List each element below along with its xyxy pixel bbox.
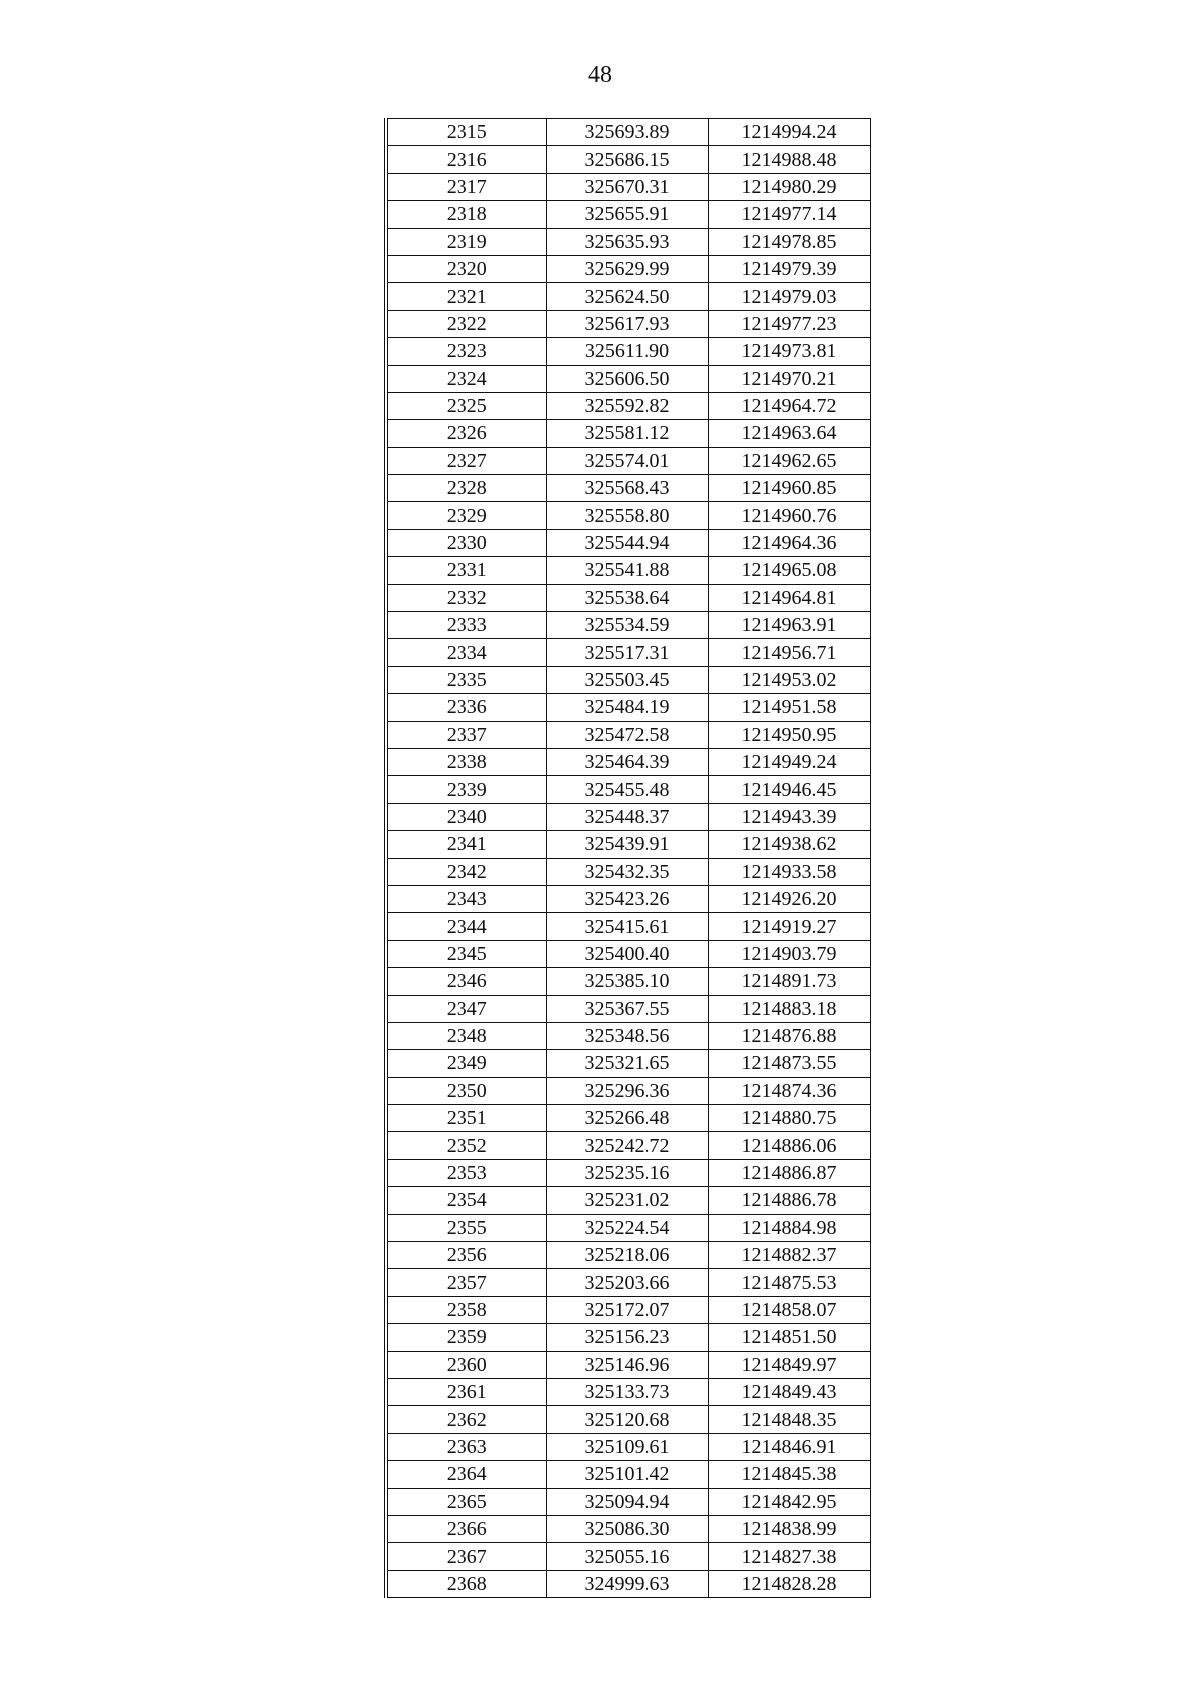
x-coordinate-cell: 325574.01 [546, 447, 708, 474]
y-coordinate-cell: 1214956.71 [708, 639, 870, 666]
point-number-cell: 2346 [386, 968, 546, 995]
table-row [386, 1022, 870, 1049]
x-coordinate-cell: 325611.90 [546, 338, 708, 365]
x-coordinate-cell: 325541.88 [546, 557, 708, 584]
table-row [386, 612, 870, 639]
table-row [386, 1269, 870, 1296]
y-coordinate-cell: 1214978.85 [708, 228, 870, 255]
y-coordinate-cell: 1214884.98 [708, 1214, 870, 1241]
x-coordinate-cell: 325296.36 [546, 1077, 708, 1104]
x-coordinate-cell: 325455.48 [546, 776, 708, 803]
point-number-cell: 2343 [386, 885, 546, 912]
point-number-cell: 2362 [386, 1406, 546, 1433]
x-coordinate-cell: 325606.50 [546, 365, 708, 392]
point-number-cell: 2317 [386, 173, 546, 200]
x-coordinate-cell: 325448.37 [546, 803, 708, 830]
point-number-cell: 2323 [386, 338, 546, 365]
table-row [386, 1050, 870, 1077]
x-coordinate-cell: 325415.61 [546, 913, 708, 940]
table-row [386, 639, 870, 666]
table-row [386, 803, 870, 830]
y-coordinate-cell: 1214882.37 [708, 1242, 870, 1269]
table-row [386, 968, 870, 995]
y-coordinate-cell: 1214903.79 [708, 940, 870, 967]
y-coordinate-cell: 1214880.75 [708, 1105, 870, 1132]
x-coordinate-cell: 325156.23 [546, 1324, 708, 1351]
coordinates-table [384, 118, 871, 1598]
point-number-cell: 2364 [386, 1461, 546, 1488]
table-row [386, 1214, 870, 1241]
table-row [386, 310, 870, 337]
x-coordinate-cell: 325629.99 [546, 255, 708, 282]
y-coordinate-cell: 1214838.99 [708, 1515, 870, 1542]
table-row [386, 940, 870, 967]
y-coordinate-cell: 1214988.48 [708, 146, 870, 173]
x-coordinate-cell: 325472.58 [546, 721, 708, 748]
table-row [386, 1461, 870, 1488]
table-row [386, 1378, 870, 1405]
point-number-cell: 2359 [386, 1324, 546, 1351]
x-coordinate-cell: 324999.63 [546, 1570, 708, 1597]
y-coordinate-cell: 1214977.23 [708, 310, 870, 337]
y-coordinate-cell: 1214849.43 [708, 1378, 870, 1405]
y-coordinate-cell: 1214973.81 [708, 338, 870, 365]
y-coordinate-cell: 1214960.85 [708, 475, 870, 502]
y-coordinate-cell: 1214891.73 [708, 968, 870, 995]
point-number-cell: 2319 [386, 228, 546, 255]
point-number-cell: 2352 [386, 1132, 546, 1159]
y-coordinate-cell: 1214875.53 [708, 1269, 870, 1296]
table-row [386, 1296, 870, 1323]
y-coordinate-cell: 1214886.06 [708, 1132, 870, 1159]
y-coordinate-cell: 1214964.36 [708, 529, 870, 556]
point-number-cell: 2334 [386, 639, 546, 666]
y-coordinate-cell: 1214962.65 [708, 447, 870, 474]
point-number-cell: 2350 [386, 1077, 546, 1104]
point-number-cell: 2363 [386, 1433, 546, 1460]
x-coordinate-cell: 325484.19 [546, 694, 708, 721]
x-coordinate-cell: 325439.91 [546, 831, 708, 858]
x-coordinate-cell: 325503.45 [546, 666, 708, 693]
table-row [386, 119, 870, 146]
table-row [386, 365, 870, 392]
point-number-cell: 2333 [386, 612, 546, 639]
table-row [386, 1570, 870, 1597]
table-row [386, 1351, 870, 1378]
point-number-cell: 2361 [386, 1378, 546, 1405]
y-coordinate-cell: 1214848.35 [708, 1406, 870, 1433]
x-coordinate-cell: 325617.93 [546, 310, 708, 337]
x-coordinate-cell: 325094.94 [546, 1488, 708, 1515]
x-coordinate-cell: 325055.16 [546, 1543, 708, 1570]
x-coordinate-cell: 325655.91 [546, 201, 708, 228]
x-coordinate-cell: 325423.26 [546, 885, 708, 912]
table-row [386, 1132, 870, 1159]
y-coordinate-cell: 1214964.81 [708, 584, 870, 611]
x-coordinate-cell: 325146.96 [546, 1351, 708, 1378]
point-number-cell: 2328 [386, 475, 546, 502]
point-number-cell: 2337 [386, 721, 546, 748]
table-row [386, 255, 870, 282]
x-coordinate-cell: 325231.02 [546, 1187, 708, 1214]
table-row [386, 748, 870, 775]
table-row [386, 1324, 870, 1351]
table-row [386, 1105, 870, 1132]
y-coordinate-cell: 1214827.38 [708, 1543, 870, 1570]
y-coordinate-cell: 1214828.28 [708, 1570, 870, 1597]
page-number: 48 [588, 62, 612, 88]
table-row [386, 995, 870, 1022]
y-coordinate-cell: 1214842.95 [708, 1488, 870, 1515]
point-number-cell: 2345 [386, 940, 546, 967]
x-coordinate-cell: 325133.73 [546, 1378, 708, 1405]
point-number-cell: 2316 [386, 146, 546, 173]
point-number-cell: 2325 [386, 392, 546, 419]
point-number-cell: 2365 [386, 1488, 546, 1515]
table-row [386, 858, 870, 885]
x-coordinate-cell: 325538.64 [546, 584, 708, 611]
table-row [386, 1488, 870, 1515]
point-number-cell: 2351 [386, 1105, 546, 1132]
x-coordinate-cell: 325544.94 [546, 529, 708, 556]
table-row [386, 447, 870, 474]
x-coordinate-cell: 325592.82 [546, 392, 708, 419]
table-row [386, 502, 870, 529]
table-row [386, 721, 870, 748]
table-row [386, 392, 870, 419]
point-number-cell: 2367 [386, 1543, 546, 1570]
table-row [386, 173, 870, 200]
table-row [386, 694, 870, 721]
point-number-cell: 2327 [386, 447, 546, 474]
y-coordinate-cell: 1214946.45 [708, 776, 870, 803]
x-coordinate-cell: 325367.55 [546, 995, 708, 1022]
x-coordinate-cell: 325120.68 [546, 1406, 708, 1433]
x-coordinate-cell: 325203.66 [546, 1269, 708, 1296]
y-coordinate-cell: 1214883.18 [708, 995, 870, 1022]
point-number-cell: 2315 [386, 119, 546, 146]
y-coordinate-cell: 1214873.55 [708, 1050, 870, 1077]
x-coordinate-cell: 325581.12 [546, 420, 708, 447]
x-coordinate-cell: 325558.80 [546, 502, 708, 529]
x-coordinate-cell: 325385.10 [546, 968, 708, 995]
y-coordinate-cell: 1214858.07 [708, 1296, 870, 1323]
y-coordinate-cell: 1214960.76 [708, 502, 870, 529]
point-number-cell: 2356 [386, 1242, 546, 1269]
y-coordinate-cell: 1214979.39 [708, 255, 870, 282]
x-coordinate-cell: 325517.31 [546, 639, 708, 666]
point-number-cell: 2349 [386, 1050, 546, 1077]
point-number-cell: 2360 [386, 1351, 546, 1378]
y-coordinate-cell: 1214851.50 [708, 1324, 870, 1351]
point-number-cell: 2331 [386, 557, 546, 584]
point-number-cell: 2332 [386, 584, 546, 611]
point-number-cell: 2347 [386, 995, 546, 1022]
point-number-cell: 2368 [386, 1570, 546, 1597]
x-coordinate-cell: 325624.50 [546, 283, 708, 310]
y-coordinate-cell: 1214845.38 [708, 1461, 870, 1488]
table-row [386, 666, 870, 693]
table-row [386, 1515, 870, 1542]
x-coordinate-cell: 325635.93 [546, 228, 708, 255]
table-row [386, 338, 870, 365]
point-number-cell: 2338 [386, 748, 546, 775]
table-row [386, 885, 870, 912]
y-coordinate-cell: 1214886.78 [708, 1187, 870, 1214]
x-coordinate-cell: 325534.59 [546, 612, 708, 639]
y-coordinate-cell: 1214953.02 [708, 666, 870, 693]
point-number-cell: 2329 [386, 502, 546, 529]
y-coordinate-cell: 1214965.08 [708, 557, 870, 584]
table-row [386, 475, 870, 502]
table-row [386, 283, 870, 310]
x-coordinate-cell: 325693.89 [546, 119, 708, 146]
x-coordinate-cell: 325086.30 [546, 1515, 708, 1542]
y-coordinate-cell: 1214963.91 [708, 612, 870, 639]
table-row [386, 776, 870, 803]
x-coordinate-cell: 325686.15 [546, 146, 708, 173]
point-number-cell: 2330 [386, 529, 546, 556]
y-coordinate-cell: 1214979.03 [708, 283, 870, 310]
x-coordinate-cell: 325432.35 [546, 858, 708, 885]
point-number-cell: 2358 [386, 1296, 546, 1323]
table-row [386, 1433, 870, 1460]
point-number-cell: 2341 [386, 831, 546, 858]
table-row [386, 420, 870, 447]
y-coordinate-cell: 1214964.72 [708, 392, 870, 419]
table-row [386, 1543, 870, 1570]
y-coordinate-cell: 1214938.62 [708, 831, 870, 858]
y-coordinate-cell: 1214977.14 [708, 201, 870, 228]
x-coordinate-cell: 325568.43 [546, 475, 708, 502]
point-number-cell: 2348 [386, 1022, 546, 1049]
y-coordinate-cell: 1214980.29 [708, 173, 870, 200]
y-coordinate-cell: 1214943.39 [708, 803, 870, 830]
table-row [386, 557, 870, 584]
y-coordinate-cell: 1214874.36 [708, 1077, 870, 1104]
y-coordinate-cell: 1214949.24 [708, 748, 870, 775]
y-coordinate-cell: 1214970.21 [708, 365, 870, 392]
point-number-cell: 2342 [386, 858, 546, 885]
point-number-cell: 2355 [386, 1214, 546, 1241]
x-coordinate-cell: 325348.56 [546, 1022, 708, 1049]
table-row [386, 1077, 870, 1104]
table-row [386, 1406, 870, 1433]
y-coordinate-cell: 1214963.64 [708, 420, 870, 447]
point-number-cell: 2344 [386, 913, 546, 940]
x-coordinate-cell: 325670.31 [546, 173, 708, 200]
point-number-cell: 2322 [386, 310, 546, 337]
x-coordinate-cell: 325235.16 [546, 1159, 708, 1186]
y-coordinate-cell: 1214846.91 [708, 1433, 870, 1460]
x-coordinate-cell: 325242.72 [546, 1132, 708, 1159]
y-coordinate-cell: 1214994.24 [708, 119, 870, 146]
y-coordinate-cell: 1214951.58 [708, 694, 870, 721]
point-number-cell: 2357 [386, 1269, 546, 1296]
x-coordinate-cell: 325101.42 [546, 1461, 708, 1488]
x-coordinate-cell: 325224.54 [546, 1214, 708, 1241]
point-number-cell: 2339 [386, 776, 546, 803]
point-number-cell: 2335 [386, 666, 546, 693]
point-number-cell: 2318 [386, 201, 546, 228]
table-row [386, 1159, 870, 1186]
point-number-cell: 2324 [386, 365, 546, 392]
x-coordinate-cell: 325266.48 [546, 1105, 708, 1132]
x-coordinate-cell: 325464.39 [546, 748, 708, 775]
x-coordinate-cell: 325400.40 [546, 940, 708, 967]
point-number-cell: 2366 [386, 1515, 546, 1542]
table-row [386, 913, 870, 940]
x-coordinate-cell: 325172.07 [546, 1296, 708, 1323]
table-row [386, 831, 870, 858]
point-number-cell: 2353 [386, 1159, 546, 1186]
x-coordinate-cell: 325321.65 [546, 1050, 708, 1077]
y-coordinate-cell: 1214886.87 [708, 1159, 870, 1186]
table-row [386, 1187, 870, 1214]
point-number-cell: 2320 [386, 255, 546, 282]
table-row [386, 146, 870, 173]
point-number-cell: 2321 [386, 283, 546, 310]
y-coordinate-cell: 1214950.95 [708, 721, 870, 748]
coordinates-table-body [386, 119, 870, 1598]
y-coordinate-cell: 1214849.97 [708, 1351, 870, 1378]
table-row [386, 529, 870, 556]
x-coordinate-cell: 325109.61 [546, 1433, 708, 1460]
y-coordinate-cell: 1214926.20 [708, 885, 870, 912]
point-number-cell: 2354 [386, 1187, 546, 1214]
x-coordinate-cell: 325218.06 [546, 1242, 708, 1269]
point-number-cell: 2340 [386, 803, 546, 830]
point-number-cell: 2326 [386, 420, 546, 447]
table-row [386, 584, 870, 611]
table-row [386, 228, 870, 255]
point-number-cell: 2336 [386, 694, 546, 721]
y-coordinate-cell: 1214919.27 [708, 913, 870, 940]
y-coordinate-cell: 1214933.58 [708, 858, 870, 885]
table-row [386, 1242, 870, 1269]
table-row [386, 201, 870, 228]
y-coordinate-cell: 1214876.88 [708, 1022, 870, 1049]
